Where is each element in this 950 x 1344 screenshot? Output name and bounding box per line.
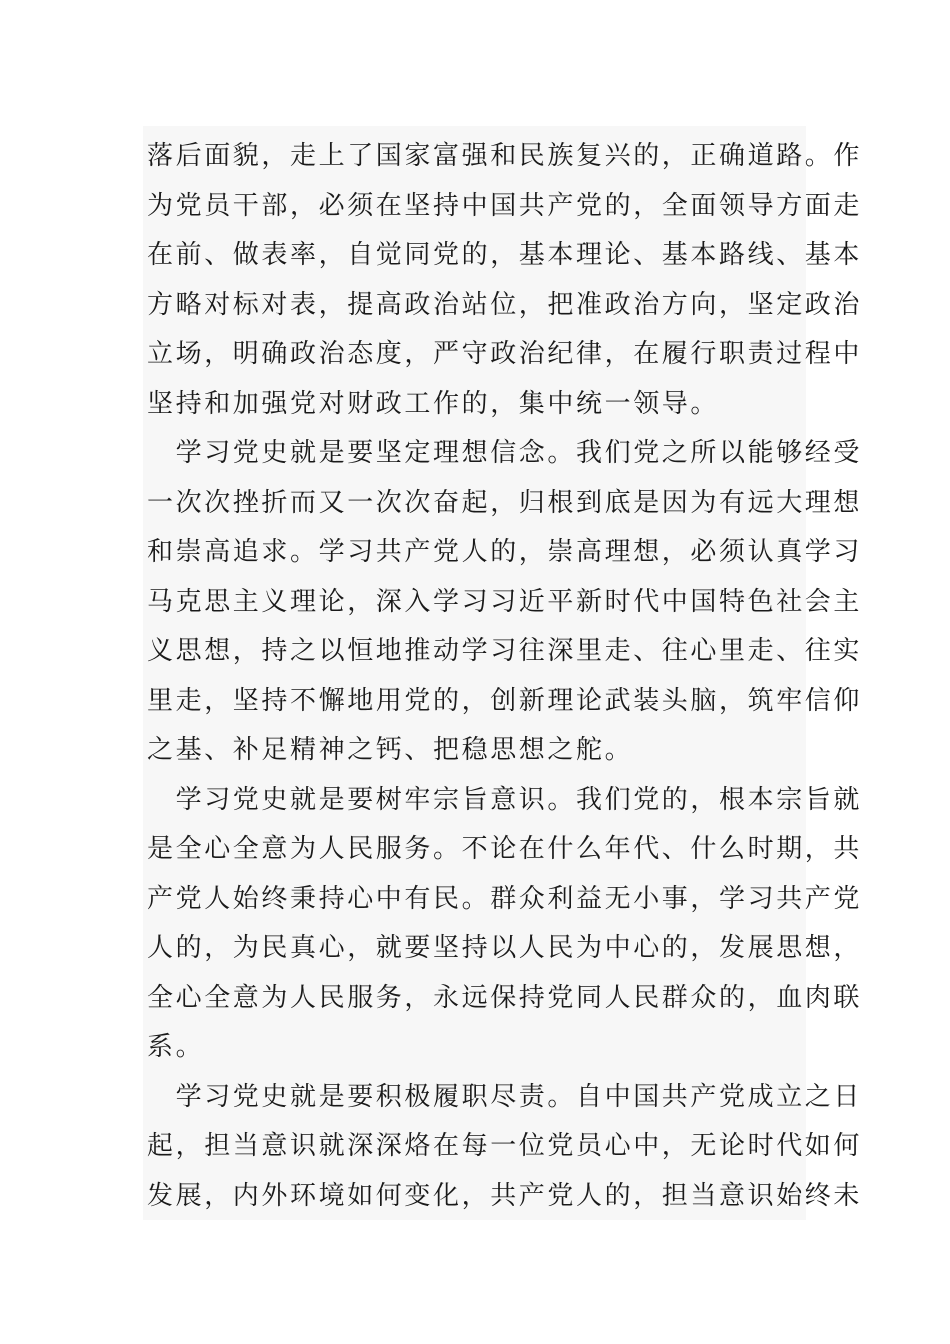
text-line: 坚持和加强党对财政工作的，集中统一领导。 bbox=[147, 388, 720, 419]
text-line: 在前、做表率，自觉同党的，基本理论、基本路线、基本 bbox=[147, 240, 863, 270]
text-line: 起，担当意识就深深烙在每一位党员心中，无论时代如何 bbox=[147, 1131, 863, 1161]
text-line: 系。 bbox=[147, 1032, 205, 1062]
text-line: 人的，为民真心，就要坚持以人民为中心的，发展思想， bbox=[147, 933, 863, 963]
text-line: 落后面貌，走上了国家富强和民族复兴的，正确道路。作 bbox=[147, 141, 863, 171]
text-line: 全心全意为人民服务，永远保持党同人民群众的，血肉联 bbox=[147, 982, 863, 1013]
text-line: 学习党史就是要积极履职尽责。自中国共产党成立之日 bbox=[147, 1081, 863, 1112]
text-line: 产党人始终秉持心中有民。群众利益无小事，学习共产党 bbox=[147, 883, 863, 914]
text-line: 是全心全意为人民服务。不论在什么年代、什么时期，共 bbox=[147, 834, 863, 864]
text-line: 学习党史就是要坚定理想信念。我们党之所以能够经受 bbox=[147, 438, 863, 468]
text-line: 学习党史就是要树牢宗旨意识。我们党的，根本宗旨就 bbox=[147, 784, 863, 815]
text-line: 马克思主义理论，深入学习习近平新时代中国特色社会主 bbox=[147, 586, 863, 617]
text-line: 和崇高追求。学习共产党人的，崇高理想，必须认真学习 bbox=[147, 537, 863, 567]
text-line: 一次次挫折而又一次次奋起，归根到底是因为有远大理想 bbox=[147, 487, 863, 518]
text-line: 义思想，持之以恒地推动学习往深里走、往心里走、往实 bbox=[147, 636, 863, 666]
text-line: 之基、补足精神之钙、把稳思想之舵。 bbox=[147, 735, 634, 765]
text-line: 为党员干部，必须在坚持中国共产党的，全面领导方面走 bbox=[147, 190, 863, 221]
document-text-block bbox=[143, 126, 863, 1220]
text-line: 里走，坚持不懈地用党的，创新理论武装头脑，筑牢信仰 bbox=[147, 685, 863, 716]
text-line: 方略对标对表，提高政治站位，把准政治方向，坚定政治 bbox=[147, 289, 863, 320]
text-line: 立场，明确政治态度，严守政治纪律，在履行职责过程中 bbox=[147, 339, 863, 369]
text-line: 发展，内外环境如何变化，共产党人的，担当意识始终未 bbox=[147, 1180, 863, 1211]
